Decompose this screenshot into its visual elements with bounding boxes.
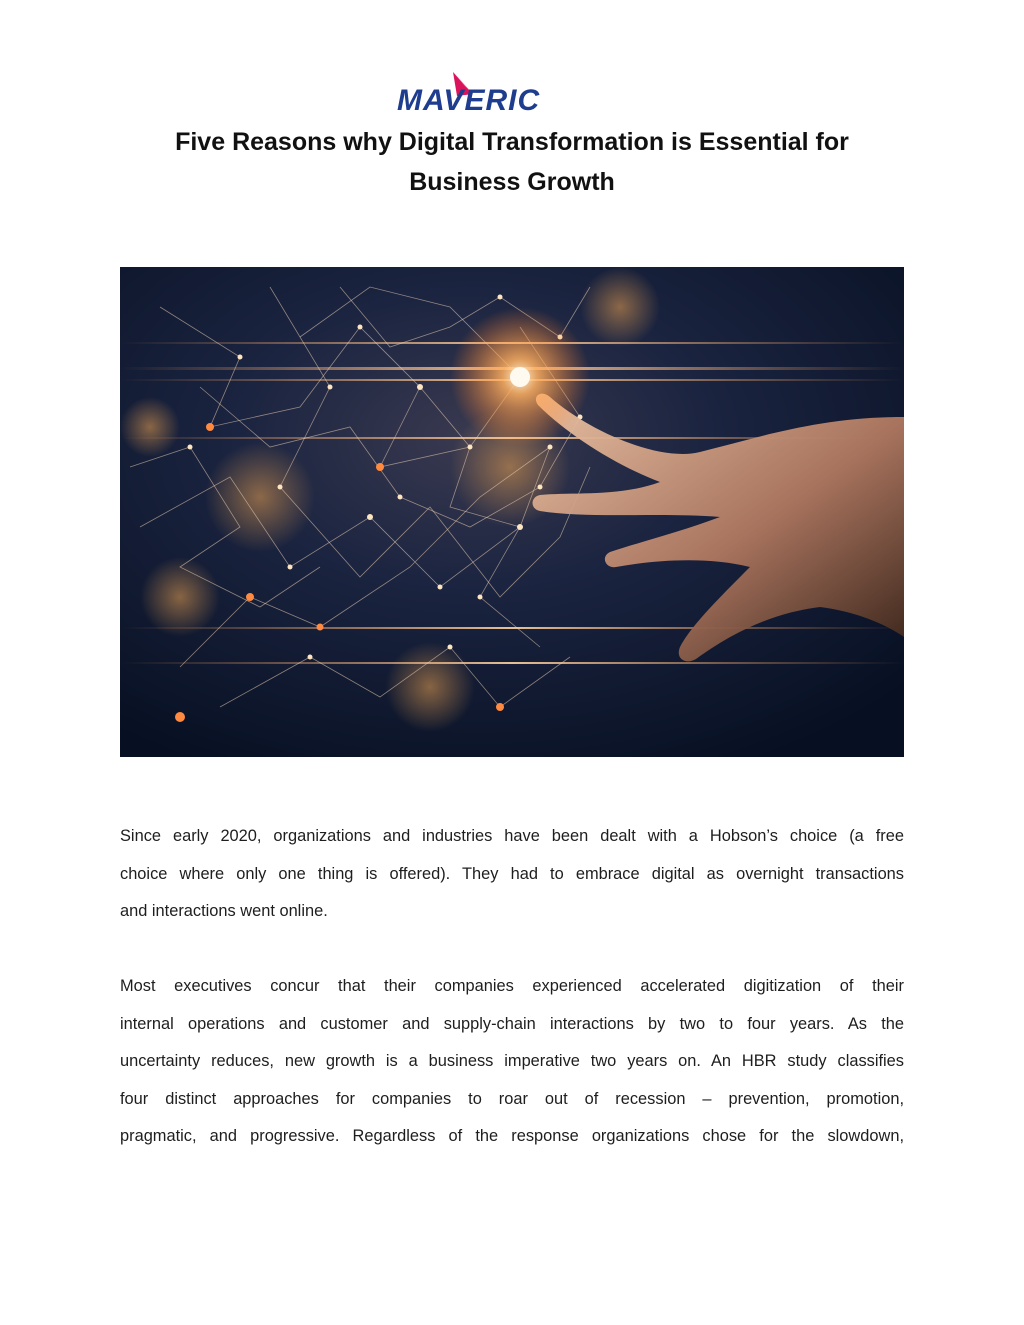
paragraph-1-line: Since early 2020, organizations and industries have been dealt with a Hobson’s choice (a free [120,827,904,845]
title-line-2: Business Growth [409,168,615,196]
paragraph-2 [120,968,904,1156]
paragraph-1 [120,818,904,931]
paragraph-1-line: and interactions went online. [120,902,328,921]
hero-image [120,267,904,757]
digital-network-hand-image [120,267,904,757]
paragraph-2-line: uncertainty reduces, new growth is a business imperative two years on. An HBR study classifies [120,1052,904,1071]
paragraph-2-line: pragmatic, and progressive. Regardless of the response organizations chose for the slowdown, [120,1127,904,1146]
paragraph-2-line: four distinct approaches for companies to roar out of recession – prevention, promotion, [120,1089,904,1108]
maveric-logo [395,66,551,116]
page-title [120,122,904,202]
paragraph-2-line: internal operations and customer and supply-chain interactions by two to four years. As the [120,1014,904,1033]
paragraph-1-line: choice where only one thing is offered). They had to embrace digital as overnight transactions [120,864,904,883]
title-line-1: Five Reasons why Digital Transformation is Essential for [175,128,849,156]
paragraph-2-line: Most executives concur that their companies experienced accelerated digitization of their [120,977,904,995]
logo-text: MAVERIC [397,84,541,116]
